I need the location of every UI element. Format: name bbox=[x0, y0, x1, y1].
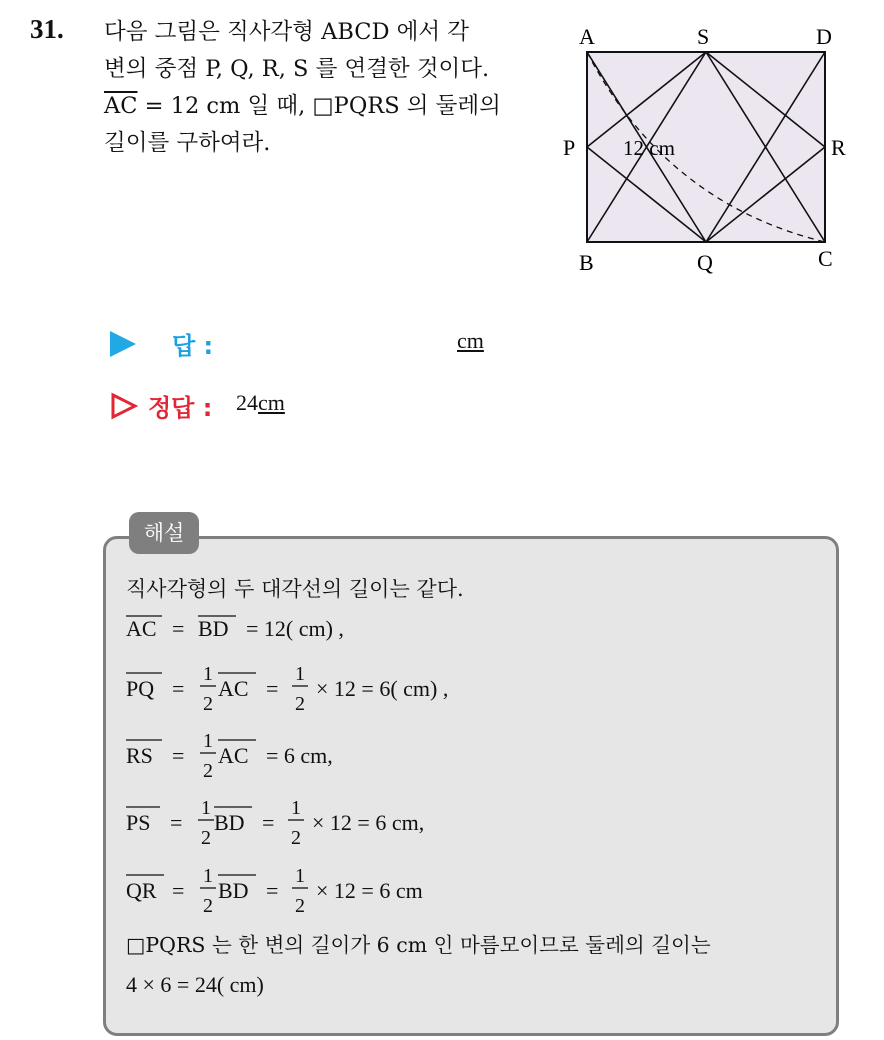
label-p: P bbox=[563, 135, 576, 160]
solution-eq3 bbox=[126, 730, 333, 782]
svg-text:AC: AC bbox=[126, 616, 157, 641]
svg-text:= 12( cm) ,: = 12( cm) , bbox=[246, 616, 344, 641]
label-s: S bbox=[697, 24, 710, 49]
question-line-4: 길이를 구하여라. bbox=[104, 130, 271, 156]
svg-text:=: = bbox=[170, 810, 183, 835]
svg-text:=: = bbox=[172, 616, 185, 641]
answer-label: 답 : bbox=[172, 332, 214, 360]
svg-text:2: 2 bbox=[203, 895, 213, 917]
svg-text:AC: AC bbox=[218, 676, 249, 701]
solution-final: 4 × 6 = 24( cm) bbox=[126, 972, 264, 997]
svg-text:PQ: PQ bbox=[126, 676, 155, 701]
svg-text:1: 1 bbox=[295, 865, 305, 887]
question-line-2: 변의 중점 P, Q, R, S 를 연결한 것이다. bbox=[104, 56, 490, 82]
label-a: A bbox=[579, 24, 595, 49]
svg-text:2: 2 bbox=[291, 827, 301, 849]
svg-text:=: = bbox=[266, 878, 279, 903]
length-label: 12 cm bbox=[623, 136, 675, 160]
correct-unit: cm bbox=[258, 390, 285, 415]
solution-eq5 bbox=[126, 865, 423, 917]
label-q: Q bbox=[697, 250, 713, 275]
solution-eq4 bbox=[126, 797, 424, 849]
svg-text:× 12 = 6 cm: × 12 = 6 cm bbox=[316, 878, 423, 903]
label-d: D bbox=[816, 24, 832, 49]
svg-text:=: = bbox=[262, 810, 275, 835]
label-r: R bbox=[831, 135, 846, 160]
svg-text:× 12 = 6 cm,: × 12 = 6 cm, bbox=[312, 810, 425, 835]
segment-ac: $\overline{AC}$ bbox=[104, 93, 138, 119]
svg-text:1: 1 bbox=[203, 865, 213, 887]
correct-label: 정답 : bbox=[148, 394, 213, 422]
solution-tab: 해설 bbox=[129, 512, 199, 554]
svg-text:1: 1 bbox=[201, 797, 211, 819]
solution-intro: 직사각형의 두 대각선의 길이는 같다. bbox=[126, 577, 464, 601]
svg-text:1: 1 bbox=[291, 797, 301, 819]
svg-text:RS: RS bbox=[126, 743, 153, 768]
svg-text:=: = bbox=[172, 676, 185, 701]
svg-text:BD: BD bbox=[214, 810, 245, 835]
svg-text:2: 2 bbox=[203, 760, 213, 782]
svg-text:BD: BD bbox=[198, 616, 229, 641]
question-line-1: 다음 그림은 직사각형 ABCD 에서 각 bbox=[104, 19, 470, 45]
solution-eq2 bbox=[126, 663, 448, 715]
question-number: 31. bbox=[30, 14, 64, 44]
svg-text:QR: QR bbox=[126, 878, 157, 903]
question-line-3-rest: = 12 cm 일 때, □PQRS 의 둘레의 bbox=[137, 93, 501, 119]
svg-text:=: = bbox=[172, 878, 185, 903]
svg-text:=: = bbox=[172, 743, 185, 768]
solution-conclusion: □PQRS 는 한 변의 길이가 6 cm 인 마름모이므로 둘레의 길이는 bbox=[126, 933, 711, 957]
svg-text:=: = bbox=[266, 676, 279, 701]
answer-unit: cm bbox=[457, 328, 484, 353]
svg-text:2: 2 bbox=[201, 827, 211, 849]
correct-number: 24 bbox=[236, 390, 258, 415]
svg-text:× 12 = 6( cm) ,: × 12 = 6( cm) , bbox=[316, 676, 449, 701]
svg-text:AC: AC bbox=[218, 743, 249, 768]
svg-text:PS: PS bbox=[126, 810, 151, 835]
solution-eq1 bbox=[126, 616, 344, 641]
label-b: B bbox=[579, 250, 594, 275]
svg-text:1: 1 bbox=[203, 730, 213, 752]
label-c: C bbox=[818, 246, 833, 271]
svg-text:2: 2 bbox=[203, 693, 213, 715]
svg-text:2: 2 bbox=[295, 693, 305, 715]
svg-text:= 6 cm,: = 6 cm, bbox=[266, 743, 333, 768]
svg-text:2: 2 bbox=[295, 895, 305, 917]
svg-text:1: 1 bbox=[295, 663, 305, 685]
svg-text:1: 1 bbox=[203, 663, 213, 685]
svg-text:BD: BD bbox=[218, 878, 249, 903]
